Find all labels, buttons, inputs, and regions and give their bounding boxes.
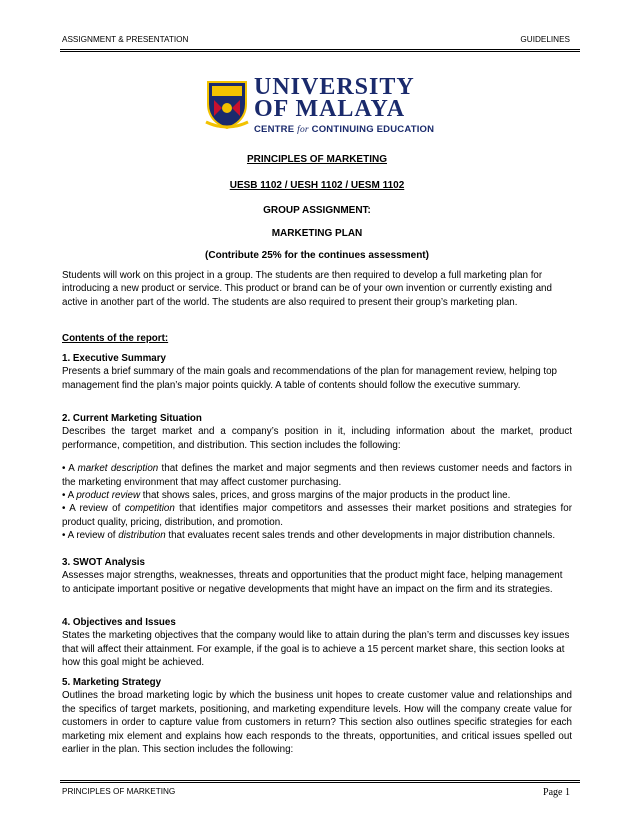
footer-rule-thin xyxy=(60,782,580,783)
section-5-title: 5. Marketing Strategy xyxy=(62,677,162,688)
logo-continuing-words: CONTINUING EDUCATION xyxy=(308,124,435,135)
bullet-term: market description xyxy=(77,463,159,475)
bullet-prefix: • A xyxy=(62,463,78,475)
bullet-market-description xyxy=(62,462,572,489)
contents-heading-text: Contents of the report: xyxy=(62,333,169,344)
bullet-competition xyxy=(62,502,572,529)
section-2-text: Describes the target market and a company’s position in it, including information about the market, product performance, competition, and distribution. This section includes the following: xyxy=(62,426,572,451)
contribution-note: (Contribute 25% for the continues assessment) xyxy=(205,250,429,261)
crest-icon xyxy=(204,78,250,130)
section-1-title: 1. Executive Summary xyxy=(62,353,167,364)
section-current-situation xyxy=(62,412,572,543)
logo-line-centre xyxy=(254,124,436,135)
section-strategy xyxy=(62,676,572,756)
bullet-desc: that identifies major competitors and assesses their market positions and strategies for product quality, pricing, distribution, and promotion. xyxy=(62,503,572,528)
bullet-desc: that evaluates recent sales trends and other developments in major distribution channels. xyxy=(165,530,556,542)
section-executive-summary xyxy=(62,352,572,392)
logo-line-malaya: OF MALAYA xyxy=(254,96,406,122)
bullet-desc: that defines the market and major segments and then reviews customer needs and factors in the marketing environment that may affect customer purchasing. xyxy=(62,463,572,488)
bullet-prefix: • A review of xyxy=(62,530,119,542)
logo-line-university: UNIVERSITY xyxy=(254,74,415,100)
logo-centre-word: CENTRE xyxy=(254,124,298,135)
section-3-text: Assesses major strengths, weaknesses, threats and opportunities that the product might face, helping management to anticipate important positive or negative developments that might have an impact on the firm and its strategies. xyxy=(62,570,563,595)
bullet-desc: that shows sales, prices, and gross margins of the major products in the product line. xyxy=(140,490,511,502)
section-4-text: States the marketing objectives that the company would like to attain during the plan’s term and discusses key issues that will affect their attainment. For example, if the goal is to achieve a 15 percent market share, this section looks at how this goal might be achieved. xyxy=(62,630,570,669)
bullet-product-review xyxy=(62,489,572,502)
bullet-term: distribution xyxy=(118,530,166,542)
university-logo xyxy=(204,76,436,134)
section-4-title: 4. Objectives and Issues xyxy=(62,617,176,628)
page-header xyxy=(62,35,570,47)
bullet-term: product review xyxy=(76,490,141,502)
intro-text: Students will work on this project in a group. The students are then required to develop a full marketing plan for introducing a new product or service. This product or brand can be of your own invention or currently existing and active in another part of the world. The students are also required to present their group’s marketing plan. xyxy=(62,270,552,308)
section-objectives xyxy=(62,616,572,670)
section-5-text: Outlines the broad marketing logic by which the business unit hopes to create customer value and relationships and the specifics of target markets, positioning, and marketing expenditure levels. How will the company create value for customers in order to capture value from customers in return? This section also outlines specific strategies for each marketing mix element and explains how each responds to the threats, opportunities, and critical issues spelled out earlier in the plan. This section includes the following: xyxy=(62,690,572,756)
header-left: ASSIGNMENT & PRESENTATION xyxy=(62,35,189,44)
page-number: Page 1 xyxy=(543,787,570,798)
section-1-text: Presents a brief summary of the main goals and recommendations of the plan for management review, helping top management find the plan’s major points quickly. A table of contents should follow the executive summary. xyxy=(62,366,558,391)
contents-heading xyxy=(62,332,572,345)
bullet-distribution xyxy=(62,529,572,542)
section-2-title: 2. Current Marketing Situation xyxy=(62,413,202,424)
header-right: GUIDELINES xyxy=(520,35,570,44)
bullet-prefix: • A review of xyxy=(62,503,125,515)
course-codes: UESB 1102 / UESH 1102 / UESM 1102 xyxy=(229,180,405,191)
bullet-prefix: • A xyxy=(62,490,77,502)
footer-left: PRINCIPLES OF MARKETING xyxy=(62,787,176,796)
footer-rule xyxy=(60,780,580,781)
header-rule xyxy=(60,49,580,50)
plan-label: MARKETING PLAN xyxy=(271,228,363,239)
course-title: PRINCIPLES OF MARKETING xyxy=(246,154,387,165)
bullet-term: competition xyxy=(124,503,175,515)
spacer xyxy=(62,452,572,462)
section-swot xyxy=(62,556,572,596)
header-rule-thin xyxy=(60,51,580,52)
section-3-title: 3. SWOT Analysis xyxy=(62,557,145,568)
assignment-label: GROUP ASSIGNMENT: xyxy=(263,205,371,216)
logo-wordmark xyxy=(254,76,436,135)
intro-paragraph xyxy=(62,269,572,309)
page-footer xyxy=(62,787,570,798)
logo-for-word: for xyxy=(297,125,309,135)
